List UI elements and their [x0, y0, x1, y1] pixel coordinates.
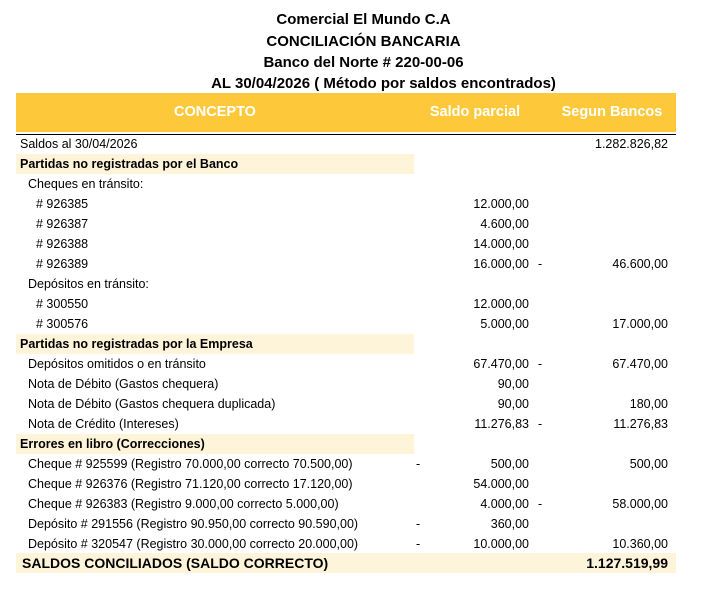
table-row — [16, 434, 676, 454]
total-value: 1.127.519,99 — [586, 555, 668, 571]
table-row — [16, 394, 676, 414]
row-label: Depósito # 320547 (Registro 30.000,00 correcto 20.000,00) — [28, 537, 359, 551]
row-label: Errores en libro (Correcciones) — [20, 437, 205, 451]
segun-bancos: 180,00 — [629, 397, 668, 411]
row-label: Depósitos omitidos o en tránsito — [28, 357, 206, 371]
row-label: # 926387 — [36, 217, 89, 231]
table-row — [16, 254, 676, 274]
row-label: Cheque # 925599 (Registro 70.000,00 correcto 70.500,00) — [28, 457, 353, 471]
sign-bancos: - — [538, 257, 543, 271]
saldo-parcial: 11.276,83 — [474, 417, 529, 431]
table-row — [16, 354, 676, 374]
table-row — [16, 534, 676, 554]
sign-parcial: - — [416, 457, 421, 471]
saldo-parcial: 90,00 — [497, 397, 529, 411]
row-label: # 926388 — [36, 237, 89, 251]
saldo-parcial: 4.000,00 — [480, 497, 529, 511]
segun-bancos: 500,00 — [629, 457, 668, 471]
saldo-parcial: 67.470,00 — [473, 357, 529, 371]
header-concepto: CONCEPTO — [174, 104, 256, 120]
table-row — [16, 234, 676, 254]
segun-bancos: 67.470,00 — [612, 357, 668, 371]
row-label: Nota de Débito (Gastos chequera duplicada) — [28, 397, 276, 411]
saldo-parcial: 12.000,00 — [473, 197, 529, 211]
segun-bancos: 10.360,00 — [612, 537, 668, 551]
saldo-parcial: 360,00 — [490, 517, 529, 531]
sign-parcial: - — [416, 537, 421, 551]
table-row — [16, 314, 676, 334]
table-row — [16, 174, 676, 194]
saldo-parcial: 16.000,00 — [473, 257, 529, 271]
sign-bancos: - — [538, 417, 543, 431]
saldo-parcial: 54.000,00 — [473, 477, 529, 491]
table-row — [16, 274, 676, 294]
total-row — [16, 553, 676, 573]
header-saldo-parcial: Saldo parcial — [429, 104, 521, 120]
table-row — [16, 454, 676, 474]
sign-bancos: - — [538, 497, 543, 511]
report-name: CONCILIACIÓN BANCARIA — [266, 33, 461, 50]
row-label: Depósito # 291556 (Registro 90.950,00 correcto 90.590,00) — [28, 517, 359, 531]
row-label: # 926389 — [36, 257, 89, 271]
row-label: Partidas no registradas por la Empresa — [20, 337, 253, 351]
sign-parcial: - — [416, 517, 421, 531]
total-label: SALDOS CONCILIADOS (SALDO CORRECTO) — [22, 555, 329, 571]
report-date: AL 30/04/2026 ( Método por saldos encontrados) — [211, 75, 556, 92]
row-label: Partidas no registradas por el Banco — [20, 157, 239, 171]
row-label: Saldos al 30/04/2026 — [20, 137, 138, 151]
bank-account: Banco del Norte # 220-00-06 — [263, 54, 464, 71]
saldo-parcial: 5.000,00 — [480, 317, 529, 331]
row-label: Cheques en tránsito: — [28, 177, 144, 191]
segun-bancos: 58.000,00 — [612, 497, 668, 511]
row-label: # 300576 — [36, 317, 89, 331]
table-row — [16, 154, 676, 174]
row-label: Nota de Débito (Gastos chequera) — [28, 377, 219, 391]
saldo-parcial: 14.000,00 — [473, 237, 529, 251]
saldo-parcial: 500,00 — [490, 457, 529, 471]
table-row — [16, 474, 676, 494]
saldo-parcial: 4.600,00 — [480, 217, 529, 231]
saldo-parcial: 12.000,00 — [473, 297, 529, 311]
company-name: Comercial El Mundo C.A — [276, 11, 451, 28]
table-row — [16, 414, 676, 434]
saldo-parcial: 10.000,00 — [473, 537, 529, 551]
header-segun-bancos: Segun Bancos — [561, 104, 663, 120]
row-label: # 300550 — [36, 297, 89, 311]
segun-bancos: 46.600,00 — [612, 257, 668, 271]
table-row — [16, 334, 676, 354]
row-label: Depósitos en tránsito: — [28, 277, 149, 291]
table-row — [16, 214, 676, 234]
row-label: Cheque # 926376 (Registro 71.120,00 correcto 17.120,00) — [28, 477, 353, 491]
saldo-parcial: 90,00 — [497, 377, 529, 391]
table-row — [16, 514, 676, 534]
row-label: # 926385 — [36, 197, 89, 211]
segun-bancos: 11.276,83 — [613, 417, 668, 431]
table-row — [16, 134, 676, 154]
row-label: Nota de Crédito (Intereses) — [28, 417, 179, 431]
segun-bancos: 1.282.826,82 — [595, 137, 668, 151]
table-header — [16, 93, 676, 132]
table-row — [16, 194, 676, 214]
segun-bancos: 17.000,00 — [612, 317, 668, 331]
table-row — [16, 374, 676, 394]
table-row — [16, 494, 676, 514]
row-label: Cheque # 926383 (Registro 9.000,00 correcto 5.000,00) — [28, 497, 339, 511]
table-row — [16, 294, 676, 314]
sign-bancos: - — [538, 357, 543, 371]
